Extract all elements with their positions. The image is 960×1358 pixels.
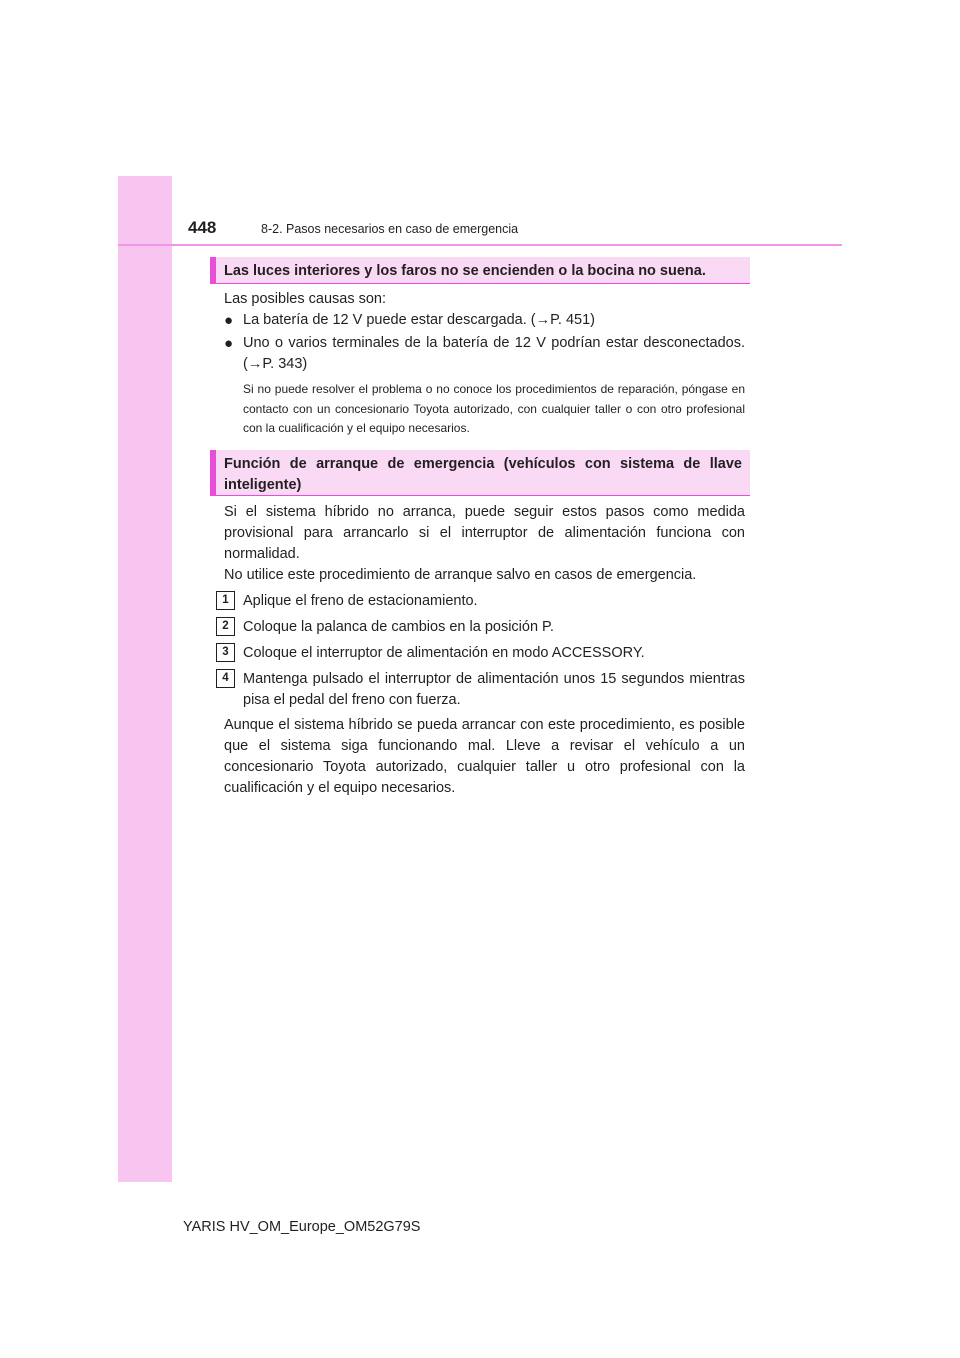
step-text: Aplique el freno de estacionamiento. (243, 593, 478, 609)
footer-doc-id: YARIS HV_OM_Europe_OM52G79S (183, 1219, 421, 1235)
side-band (118, 176, 172, 1182)
section1-note: Si no puede resolver el problema o no conoce los procedimientos de reparación, póngase en contacto con un concesionario Toyota autorizado, con cualquier taller o con otro profesional con la cualificación y el equipo necesarios. (243, 382, 745, 435)
step-text: Coloque el interruptor de alimentación en modo ACCESSORY. (243, 645, 645, 661)
step-number-icon: 2 (216, 617, 235, 636)
header-rule (118, 244, 842, 246)
step-number-icon: 4 (216, 669, 235, 688)
bullet-item: Uno o varios terminales de la batería de 12 V podrían estar desconectados. (→P. 343) (243, 335, 745, 372)
bullet-item: La batería de 12 V puede estar descargada. (→P. 451) (243, 312, 596, 328)
section2-outro: Aunque el sistema híbrido se pueda arrancar con este procedimiento, es posible que el sistema siga funcionando mal. Lleve a revisar el vehículo a un concesionario Toyota autorizado, cualquier taller u otro profesional con la cualificación y el equipo necesarios. (224, 717, 745, 796)
step-number-icon: 1 (216, 591, 235, 610)
bullet-dot-icon: ● (224, 312, 234, 329)
page-number: 448 (188, 218, 217, 237)
bullet-dot-icon: ● (224, 335, 234, 352)
chapter-title: 8-2. Pasos necesarios en caso de emergencia (261, 222, 519, 236)
step-text: Coloque la palanca de cambios en la posición P. (243, 619, 554, 635)
step-number-icon: 3 (216, 643, 235, 662)
section2-heading: Función de arranque de emergencia (vehículos con sistema de llave inteligente) (210, 450, 750, 496)
section2-intro: Si el sistema híbrido no arranca, puede seguir estos pasos como medida provisional para arrancarlo si el interruptor de alimentación funciona con normalidad. (224, 504, 745, 562)
step-text: Mantenga pulsado el interruptor de alimentación unos 15 segundos mientras pisa el pedal del freno con fuerza. (243, 671, 745, 708)
section1-heading: Las luces interiores y los faros no se encienden o la bocina no suena. (210, 257, 750, 284)
section1-intro: Las posibles causas son: (224, 291, 387, 307)
section2-warning: No utilice este procedimiento de arranque salvo en casos de emergencia. (224, 567, 697, 583)
